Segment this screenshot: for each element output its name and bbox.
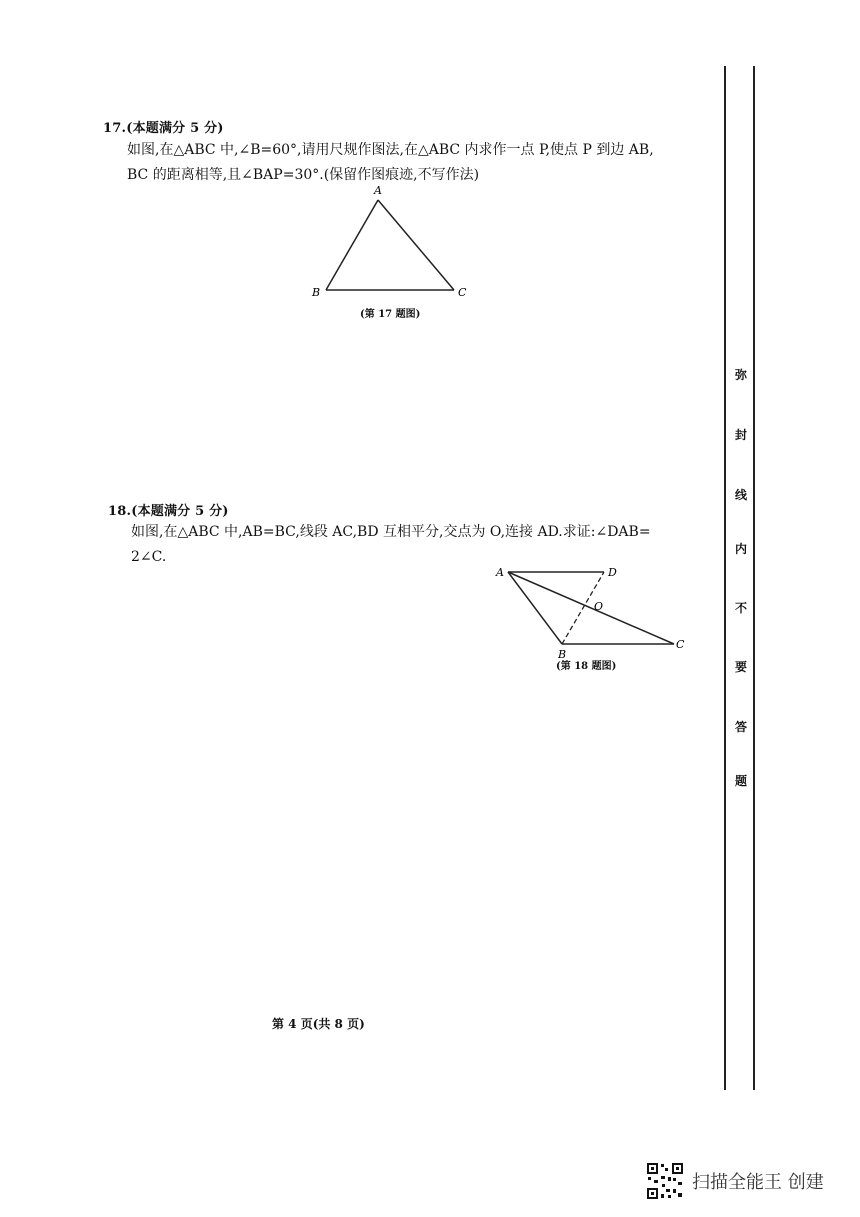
q18-line2: 2∠C. xyxy=(131,549,167,565)
q18-figure xyxy=(490,560,690,660)
watermark xyxy=(646,1162,824,1200)
page-footer: 第 4 页(共 8 页) xyxy=(272,1017,365,1031)
seal-char: 封 xyxy=(734,428,747,442)
q17-side-ac xyxy=(378,200,454,290)
watermark-text: 扫描全能王 创建 xyxy=(692,1172,824,1193)
seal-char: 题 xyxy=(734,774,747,788)
qr-code-icon xyxy=(646,1162,684,1200)
q18-label-a: A xyxy=(496,566,504,579)
seal-char: 要 xyxy=(734,660,747,674)
seal-line-left xyxy=(724,66,726,1090)
q18-label-b: B xyxy=(558,648,567,660)
seal-line-right xyxy=(753,66,755,1090)
q18-label-d: D xyxy=(608,566,617,579)
seal-char: 不 xyxy=(734,601,747,615)
q17-line2: BC 的距离相等,且∠BAP=30°.(保留作图痕迹,不写作法) xyxy=(127,167,480,183)
q17-body xyxy=(127,138,707,188)
q17-side-ab xyxy=(326,200,378,290)
q18-header: 18.(本题满分 5 分) xyxy=(108,504,229,519)
seal-char: 答 xyxy=(734,720,747,734)
q18-segment-ab xyxy=(508,572,562,644)
q17-line1: 如图,在△ABC 中,∠B=60°,请用尺规作图法,在△ABC 内求作一点 P,使点 P 到边 AB, xyxy=(127,142,654,158)
q17-label-c: C xyxy=(458,286,467,299)
seal-char: 内 xyxy=(734,542,747,556)
q17-label-b: B xyxy=(312,286,321,299)
q18-caption: (第 18 题图) xyxy=(556,661,617,672)
q17-header: 17.(本题满分 5 分) xyxy=(103,121,224,136)
q18-label-c: C xyxy=(676,638,685,651)
q18-segment-ac xyxy=(508,572,674,644)
q18-label-o: O xyxy=(594,600,604,613)
q18-line1: 如图,在△ABC 中,AB=BC,线段 AC,BD 互相平分,交点为 O,连接 AD.求证:∠DAB= xyxy=(131,524,651,540)
seal-char: 弥 xyxy=(734,368,747,382)
q17-figure xyxy=(300,182,480,322)
q17-label-a: A xyxy=(374,184,382,197)
seal-char: 线 xyxy=(734,488,747,502)
q17-caption: (第 17 题图) xyxy=(360,309,421,320)
